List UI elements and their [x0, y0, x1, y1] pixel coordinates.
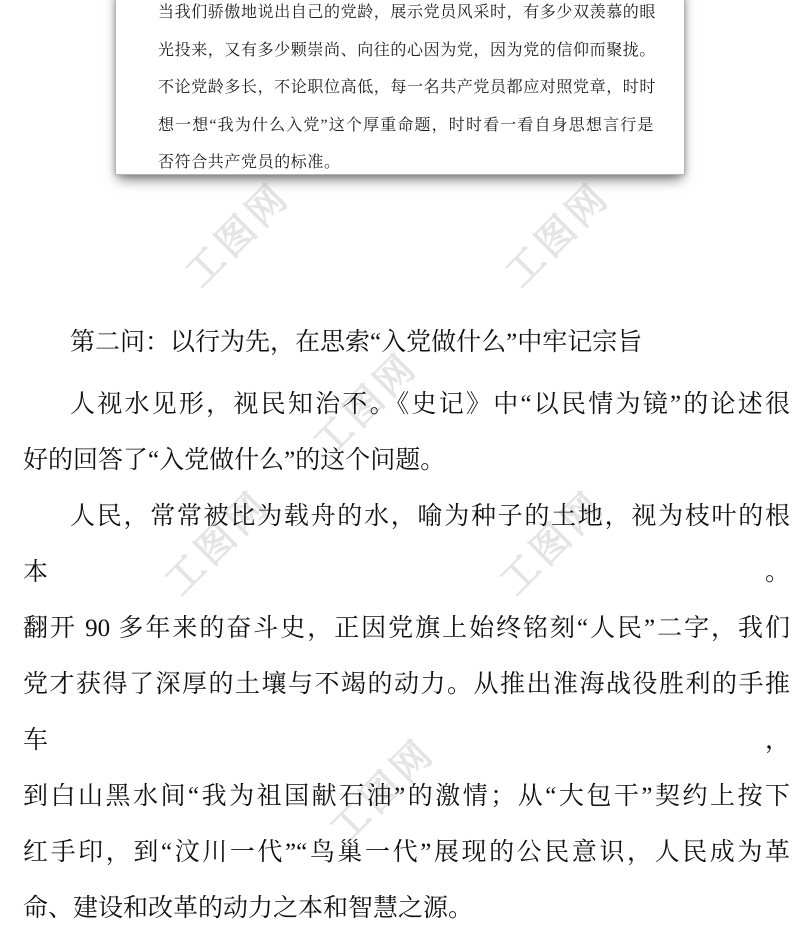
watermark-text: 工图网: [305, 344, 427, 466]
paragraph-line: 好的回答了“入党做什么”的这个问题。: [23, 447, 446, 474]
prev-page-text-line: 否符合共产党员的标准。: [158, 154, 341, 172]
prev-page-text-line: 想一想“我为什么入党”这个厚重命题，时时看一看自身思想言行是: [158, 116, 654, 134]
prev-page-text-line: 当我们骄傲地说出自己的党龄，展示党员风采时，有多少双羡慕的眼: [158, 4, 657, 21]
paragraph: [23, 377, 790, 489]
article-body: [23, 315, 790, 937]
previous-page-sheet: [115, 0, 685, 175]
paragraph-line: 命、建设和改革的动力之本和智慧之源。: [23, 895, 474, 922]
paragraph: [23, 489, 790, 937]
paragraph-line: 到白山黑水间“我为祖国献石油”的激情；从“大包干”契约上按下: [23, 783, 790, 810]
paragraph-line: 党才获得了深厚的土壤与不竭的动力。从推出淮海战役胜利的手推车，: [23, 671, 790, 754]
paragraph-line: 红手印，到“汶川一代”“鸟巢一代”展现的公民意识，人民成为革: [23, 839, 790, 866]
watermark-text: 工图网: [157, 482, 279, 604]
section-heading: 第二问：以行为先，在思索“入党做什么”中牢记宗旨: [70, 329, 643, 356]
watermark-text: 工图网: [322, 730, 444, 852]
prev-page-text-line: 不论党龄多长，不论职位高低，每一名共产党员都应对照党章，时时: [158, 79, 657, 97]
watermark-text: 工图网: [177, 174, 299, 296]
paragraph-line: 人民，常常被比为载舟的水，喻为种子的土地，视为枝叶的根本。: [23, 503, 790, 586]
paragraph-line: 人视水见形，视民知治不。《史记》中“以民情为镜”的论述很: [70, 391, 790, 418]
watermark-text: 工图网: [492, 482, 614, 604]
watermark-text: 工图网: [497, 174, 619, 296]
prev-page-text-line: 光投来，又有多少颗崇尚、向往的心因为党，因为党的信仰而聚拢。: [158, 41, 657, 59]
paragraph-line: 翻开 90 多年来的奋斗史，正因党旗上始终铭刻“人民”二字，我们: [23, 615, 790, 642]
